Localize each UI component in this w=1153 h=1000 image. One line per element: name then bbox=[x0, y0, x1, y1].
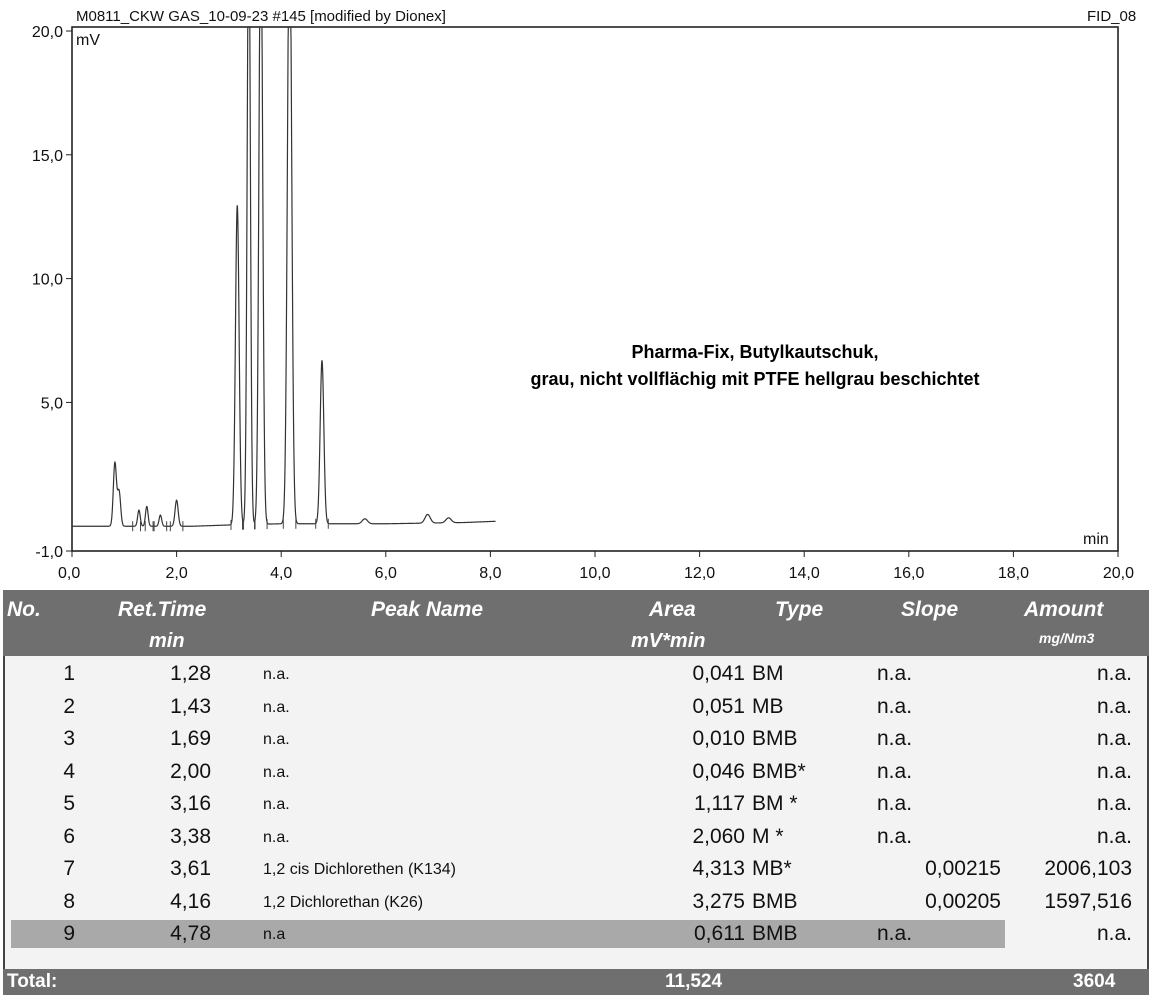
header-area: Area bbox=[649, 598, 696, 621]
cell-ret-time: 2,00 bbox=[170, 759, 211, 783]
cell-amount: n.a. bbox=[1096, 727, 1132, 750]
cell-type: BMB bbox=[752, 727, 798, 750]
cell-slope: n.a. bbox=[877, 824, 913, 848]
cell-area: 4,313 bbox=[692, 857, 745, 880]
cell-peak-name: 1,2 cis Dichlorethen (K134) bbox=[263, 861, 456, 878]
cell-ret-time: 3,61 bbox=[170, 857, 211, 880]
cell-slope: n.a. bbox=[877, 662, 913, 685]
detector-label: FID_08 bbox=[1087, 8, 1137, 25]
table-row bbox=[5, 757, 1151, 789]
y-tick-label: 15,0 bbox=[31, 147, 63, 165]
y-axis-label: mV bbox=[76, 32, 100, 49]
cell-area: 0,611 bbox=[694, 922, 745, 945]
total-label: Total: bbox=[7, 971, 58, 992]
table-row bbox=[5, 789, 1151, 821]
chart-title: M0811_CKW GAS_10-09-23 #145 [modified by Dionex] bbox=[76, 8, 446, 25]
table-row bbox=[5, 822, 1151, 854]
cell-peak-name: 1,2 Dichlorethan (K26) bbox=[263, 893, 424, 911]
cell-amount: n.a. bbox=[1096, 759, 1132, 783]
cell-ret-time: 3,38 bbox=[170, 824, 211, 848]
cell-no: 6 bbox=[63, 824, 75, 848]
cell-type: BMB bbox=[752, 922, 798, 945]
cell-no: 2 bbox=[63, 694, 75, 718]
cell-peak-name: n.a bbox=[263, 926, 286, 943]
table-row bbox=[5, 887, 1151, 919]
y-tick-label: -1,0 bbox=[35, 544, 63, 561]
cell-peak-name: n.a. bbox=[263, 731, 290, 748]
y-tick-label: 20,0 bbox=[31, 24, 63, 41]
table-row bbox=[5, 919, 1151, 951]
header-ret-time-unit: min bbox=[149, 630, 185, 652]
cell-area: 2,060 bbox=[692, 824, 745, 848]
cell-ret-time: 1,28 bbox=[170, 662, 211, 685]
cell-area: 1,117 bbox=[694, 792, 745, 815]
cell-ret-time: 4,16 bbox=[170, 889, 211, 913]
cell-no: 5 bbox=[63, 792, 75, 815]
cell-area: 0,046 bbox=[692, 759, 745, 783]
cell-ret-time: 1,69 bbox=[170, 727, 211, 750]
cell-slope: n.a. bbox=[877, 694, 913, 718]
cell-no: 4 bbox=[63, 759, 75, 783]
total-amount: 3604 bbox=[1073, 971, 1116, 992]
cell-amount: 2006,103 bbox=[1044, 857, 1132, 880]
peak-table bbox=[3, 590, 1149, 995]
x-tick-label: 4,0 bbox=[270, 565, 293, 582]
header-ret-time: Ret.Time bbox=[118, 598, 207, 621]
header-type: Type bbox=[775, 598, 824, 621]
cell-ret-time: 4,78 bbox=[170, 922, 211, 945]
table-row bbox=[5, 692, 1151, 724]
cell-type: BM * bbox=[752, 792, 798, 815]
x-tick-label: 10,0 bbox=[579, 565, 611, 582]
annotation-line-1: Pharma-Fix, Butylkautschuk, bbox=[631, 342, 879, 362]
cell-ret-time: 3,16 bbox=[170, 792, 211, 815]
x-tick-label: 0,0 bbox=[58, 565, 81, 582]
cell-amount: 1597,516 bbox=[1044, 889, 1132, 913]
cell-amount: n.a. bbox=[1096, 792, 1132, 815]
cell-type: BM bbox=[752, 662, 784, 685]
plot-frame bbox=[72, 27, 1118, 551]
x-axis-ticks bbox=[58, 551, 1134, 582]
y-tick-label: 10,0 bbox=[31, 271, 63, 289]
cell-no: 1 bbox=[63, 662, 75, 685]
cell-amount: n.a. bbox=[1096, 922, 1132, 945]
cell-peak-name: n.a. bbox=[263, 828, 290, 846]
x-tick-label: 12,0 bbox=[684, 565, 716, 582]
cell-type: M * bbox=[752, 824, 784, 848]
header-amount: Amount bbox=[1024, 598, 1104, 621]
cell-slope: 0,00205 bbox=[925, 889, 1001, 913]
cell-slope: n.a. bbox=[877, 727, 913, 750]
cell-area: 0,051 bbox=[692, 694, 745, 718]
cell-peak-name: n.a. bbox=[263, 763, 290, 781]
cell-peak-name: n.a. bbox=[263, 698, 290, 716]
cell-no: 3 bbox=[63, 727, 75, 750]
x-axis-label: min bbox=[1083, 531, 1109, 548]
cell-area: 0,041 bbox=[692, 662, 745, 685]
x-tick-label: 2,0 bbox=[165, 565, 188, 582]
x-tick-label: 8,0 bbox=[479, 565, 502, 582]
x-tick-label: 20,0 bbox=[1102, 565, 1134, 582]
header-slope: Slope bbox=[901, 598, 959, 621]
cell-peak-name: n.a. bbox=[263, 796, 290, 813]
cell-slope: n.a. bbox=[877, 792, 913, 815]
x-tick-label: 6,0 bbox=[374, 565, 397, 582]
x-tick-label: 14,0 bbox=[788, 565, 820, 582]
cell-slope: n.a. bbox=[877, 759, 913, 783]
chromatogram-trace bbox=[72, 27, 496, 526]
cell-no: 8 bbox=[63, 889, 75, 913]
cell-amount: n.a. bbox=[1096, 662, 1132, 685]
cell-area: 0,010 bbox=[692, 727, 745, 750]
header-no: No. bbox=[7, 598, 41, 621]
cell-amount: n.a. bbox=[1096, 824, 1132, 848]
cell-no: 7 bbox=[63, 857, 75, 880]
annotation-line-2: grau, nicht vollflächig mit PTFE hellgrau beschichtet bbox=[530, 369, 980, 389]
cell-ret-time: 1,43 bbox=[170, 694, 211, 718]
table-header bbox=[3, 590, 1149, 656]
table-row bbox=[5, 724, 1151, 756]
cell-type: MB* bbox=[752, 857, 792, 880]
y-tick-label: 5,0 bbox=[40, 395, 63, 413]
x-tick-label: 18,0 bbox=[997, 565, 1029, 582]
cell-peak-name: n.a. bbox=[263, 666, 290, 683]
total-area: 11,524 bbox=[665, 971, 723, 992]
cell-slope: 0,00215 bbox=[925, 857, 1001, 880]
x-tick-label: 16,0 bbox=[893, 565, 925, 582]
cell-slope: n.a. bbox=[877, 922, 913, 945]
header-peak-name: Peak Name bbox=[371, 598, 484, 621]
cell-amount: n.a. bbox=[1096, 694, 1132, 718]
cell-type: BMB bbox=[752, 889, 798, 913]
cell-type: BMB* bbox=[752, 759, 806, 783]
cell-no: 9 bbox=[63, 922, 75, 945]
header-amount-unit: mg/Nm3 bbox=[1039, 630, 1095, 646]
table-total-row bbox=[3, 969, 1149, 995]
cell-area: 3,275 bbox=[692, 889, 745, 913]
table-row bbox=[5, 854, 1151, 886]
table-row bbox=[5, 659, 1151, 691]
header-area-unit: mV*min bbox=[631, 630, 706, 652]
cell-type: MB bbox=[752, 694, 784, 718]
table-body bbox=[3, 656, 1149, 969]
y-axis-ticks bbox=[32, 24, 72, 561]
